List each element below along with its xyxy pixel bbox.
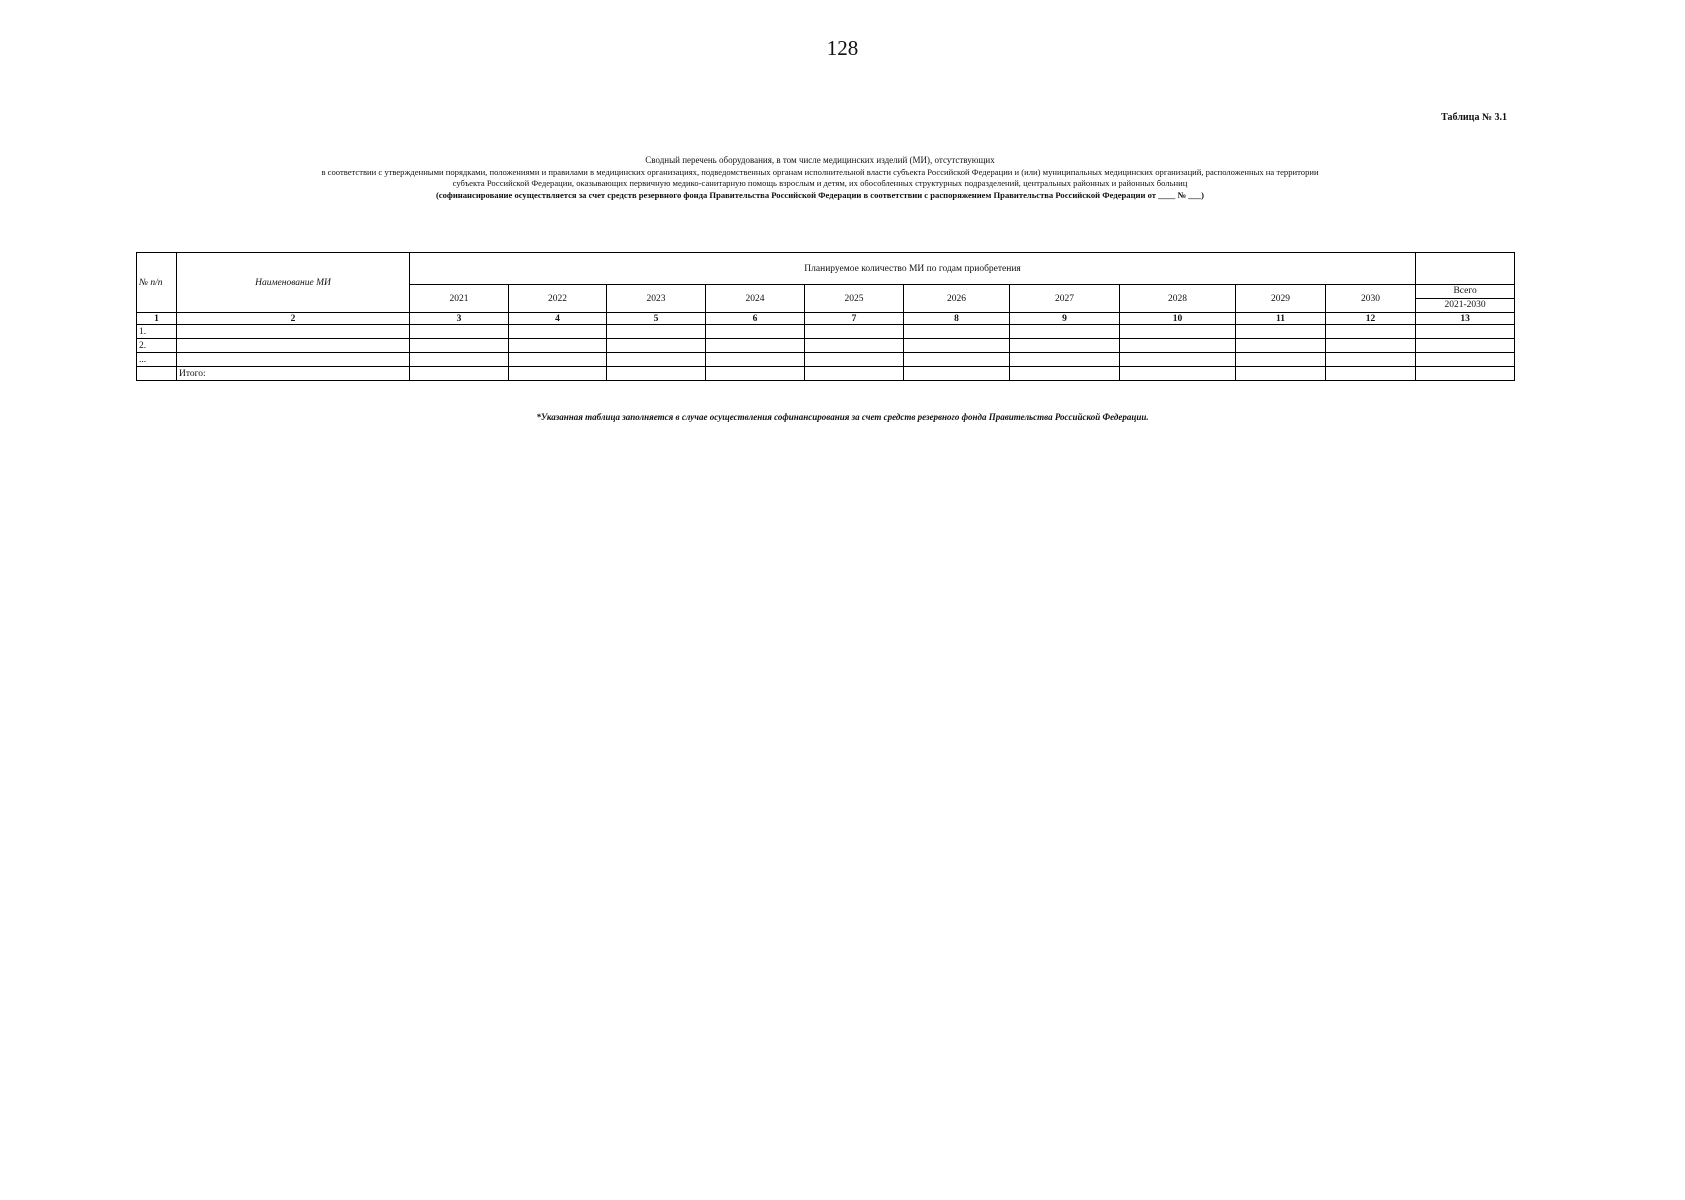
table-cell (706, 339, 805, 353)
table-cell (607, 353, 706, 367)
table-cell (1010, 353, 1120, 367)
table-cell (1236, 353, 1326, 367)
table-cell (509, 339, 607, 353)
column-number: 1 (137, 313, 177, 325)
column-number: 6 (706, 313, 805, 325)
column-number: 5 (607, 313, 706, 325)
table-cell (410, 353, 509, 367)
heading-line-4: (софинансирование осуществляется за счет средств резервного фонда Правительства Российской Федерации в соответствии с распоряжением Правительства Российской Федерации от ____ № ___) (435, 189, 1205, 200)
document-heading (130, 155, 1510, 201)
total-row (137, 367, 1515, 381)
table-cell (706, 325, 805, 339)
table-cell (410, 367, 509, 381)
table-cell (1120, 325, 1236, 339)
year-header: 2024 (706, 285, 805, 313)
table-cell (904, 353, 1010, 367)
table-cell (1236, 367, 1326, 381)
table-cell (1416, 353, 1515, 367)
years-group-header: Планируемое количество МИ по годам приобретения (410, 253, 1416, 285)
year-header: 2029 (1236, 285, 1326, 313)
column-number: 12 (1326, 313, 1416, 325)
column-number: 9 (1010, 313, 1120, 325)
year-header: 2021 (410, 285, 509, 313)
table-cell (904, 325, 1010, 339)
table-cell (410, 339, 509, 353)
table-cell (509, 353, 607, 367)
equipment-table (136, 252, 1515, 381)
heading-line-2: в соответствии с утвержденными порядками, положениями и правилами в медицинских организациях, подведомственных органам исполнительной власти субъекта Российской Федерации и (или) муниципальных медицинских организаций, расположенных на территории (321, 166, 1319, 177)
table-cell (904, 339, 1010, 353)
table-cell (607, 339, 706, 353)
table-cell (1416, 325, 1515, 339)
row-name (177, 353, 410, 367)
year-header: 2027 (1010, 285, 1120, 313)
table-cell (1120, 339, 1236, 353)
row-number (137, 367, 177, 381)
table-cell (904, 367, 1010, 381)
total-row-label: Итого: (177, 367, 410, 381)
table-cell (607, 367, 706, 381)
year-header: 2026 (904, 285, 1010, 313)
total-header-top (1416, 253, 1515, 285)
year-header: 2030 (1326, 285, 1416, 313)
year-header: 2028 (1120, 285, 1236, 313)
table-cell (1236, 339, 1326, 353)
header-row-1 (137, 253, 1515, 285)
table-cell (1326, 367, 1416, 381)
column-number: 13 (1416, 313, 1515, 325)
column-number: 8 (904, 313, 1010, 325)
table-cell (805, 367, 904, 381)
year-header: 2025 (805, 285, 904, 313)
year-header: 2022 (509, 285, 607, 313)
page-number: 128 (826, 36, 859, 60)
table-cell (1010, 325, 1120, 339)
column-number: 10 (1120, 313, 1236, 325)
table-cell (1120, 367, 1236, 381)
table-cell (410, 325, 509, 339)
footnote: *Указанная таблица заполняется в случае осуществления софинансирования за счет средств резервного фонда Правительства Российской Федерации. (536, 412, 1149, 422)
col-num-header: № п/п (137, 253, 177, 313)
table-cell (1010, 367, 1120, 381)
table-cell (1236, 325, 1326, 339)
total-label: Всего (1416, 285, 1514, 299)
table-row (137, 353, 1515, 367)
table-cell (1120, 353, 1236, 367)
row-number: 2. (137, 339, 177, 353)
table-row (137, 325, 1515, 339)
col-name-header: Наименование МИ (177, 253, 410, 313)
table-cell (706, 353, 805, 367)
column-number: 7 (805, 313, 904, 325)
heading-line-3: субъекта Российской Федерации, оказывающих первичную медико-санитарную помощь взрослым и детям, их обособленных структурных подразделений, центральных районных и районных больниц (452, 178, 1188, 188)
column-number: 3 (410, 313, 509, 325)
table-cell (706, 367, 805, 381)
row-name (177, 339, 410, 353)
year-header: 2023 (607, 285, 706, 313)
table-cell (1326, 339, 1416, 353)
row-name (177, 325, 410, 339)
table-cell (607, 325, 706, 339)
table-cell (509, 325, 607, 339)
table-cell (1416, 339, 1515, 353)
table-cell (509, 367, 607, 381)
table-cell (1010, 339, 1120, 353)
total-range: 2021-2030 (1444, 300, 1486, 310)
total-header (1416, 285, 1515, 313)
table-label: Таблица № 3.1 (1441, 112, 1507, 123)
column-numbers-row (137, 313, 1515, 325)
table-cell (1326, 353, 1416, 367)
table-cell (805, 339, 904, 353)
column-number: 2 (177, 313, 410, 325)
table-row (137, 339, 1515, 353)
heading-line-1: Сводный перечень оборудования, в том числе медицинских изделий (МИ), отсутствующих (645, 155, 995, 165)
row-number: ... (137, 353, 177, 367)
row-number: 1. (137, 325, 177, 339)
table-cell (1416, 367, 1515, 381)
table-cell (805, 325, 904, 339)
column-number: 4 (509, 313, 607, 325)
column-number: 11 (1236, 313, 1326, 325)
table-cell (1326, 325, 1416, 339)
table-cell (805, 353, 904, 367)
